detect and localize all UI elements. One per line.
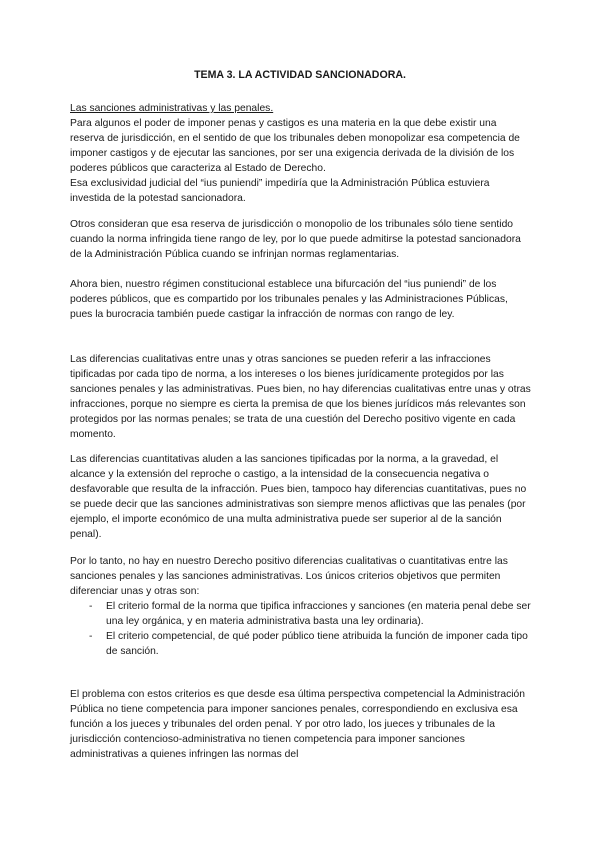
list-item <box>70 629 532 659</box>
paragraph-7-block <box>70 687 532 762</box>
paragraph-1b: Esa exclusividad judicial del “ius puniendi” impediría que la Administración Pública estuviera investida de la potestad sancionadora. <box>70 178 490 204</box>
section-intro <box>70 101 532 206</box>
paragraph-1: Para algunos el poder de imponer penas y castigos es una materia en la que debe existir una reserva de jurisdicción, en el sentido de que los tribunales deben monopolizar esa competencia de imponer castigos y de ejecutar las sanciones, por ser una exigencia derivada de la división de los poderes públicos que caracteriza al Estado de Derecho. <box>70 118 520 174</box>
paragraph-7: El problema con estos criterios es que desde esa última perspectiva competencial la Administración Pública no tiene competencia para imponer sanciones penales, correspondiendo en exclusiva esa función a los jueces y tribunales del orden penal. Y por otro lado, los jueces y tribunales de la jurisdicción contencioso-administrativa no tienen competencia para imponer sanciones administrativas a quienes infringen las normas del <box>70 689 526 760</box>
list-item-text: El criterio competencial, de qué poder público tiene atribuida la función de imponer cada tipo de sanción. <box>106 631 528 657</box>
section-subtitle: Las sanciones administrativas y las penales. <box>70 103 274 114</box>
list-bullet: - <box>89 631 93 642</box>
list-item <box>70 599 532 629</box>
paragraph-4-block <box>70 352 532 442</box>
paragraph-4: Las diferencias cualitativas entre unas y otras sanciones se pueden referir a las infracciones tipificadas por cada tipo de norma, a los intereses o los bienes jurídicamente protegidos por las sanciones penales y las administrativas. Pues bien, no hay diferencias cualitativas entre unas y otras infracciones, porque no siempre es cierta la premisa de que los bienes jurídicos más relevantes son protegidos por las normas penales; se trata de una cuestión del Derecho positivo vigente en cada momento. <box>70 354 531 440</box>
paragraph-3: Ahora bien, nuestro régimen constitucional establece una bifurcación del “ius puniendi” de los poderes públicos, que es compartido por los tribunales penales y las Administraciones Públicas, pues la burocracia también puede castigar la infracción de normas con rango de ley. <box>70 279 508 320</box>
paragraph-2-block <box>70 217 532 262</box>
document-title: TEMA 3. LA ACTIVIDAD SANCIONADORA. <box>194 69 406 81</box>
paragraph-6: Por lo tanto, no hay en nuestro Derecho positivo diferencias cualitativas o cuantitativas entre las sanciones penales y las sanciones administrativas. Los únicos criterios objetivos que permiten diferenciar unas y otras son: <box>70 556 508 597</box>
paragraph-6-block <box>70 554 532 599</box>
paragraph-2: Otros consideran que esa reserva de jurisdicción o monopolio de los tribunales sólo tiene sentido cuando la norma infringida tiene rango de ley, por lo que puede admitirse la potestad sancionadora de la Administración Pública cuando se infrinjan normas reglamentarias. <box>70 219 521 260</box>
criteria-list <box>70 599 532 659</box>
paragraph-3-block <box>70 277 532 322</box>
paragraph-5-block <box>70 452 532 542</box>
list-bullet: - <box>89 601 93 612</box>
list-item-text: El criterio formal de la norma que tipifica infracciones y sanciones (en materia penal debe ser una ley orgánica, y en materia administrativa basta una ley ordinaria). <box>106 601 531 627</box>
paragraph-5: Las diferencias cuantitativas aluden a las sanciones tipificadas por la norma, a la gravedad, el alcance y la extensión del reproche o castigo, a la intensidad de la consecuencia negativa o desfavorable que resulta de la infracción. Pues bien, tampoco hay diferencias cuantitativas, pues no se puede decir que las sanciones administrativas son siempre menos aflictivas que las penales (por ejemplo, el importe económico de una multa administrativa puede ser superior al de la sanción penal). <box>70 454 527 540</box>
